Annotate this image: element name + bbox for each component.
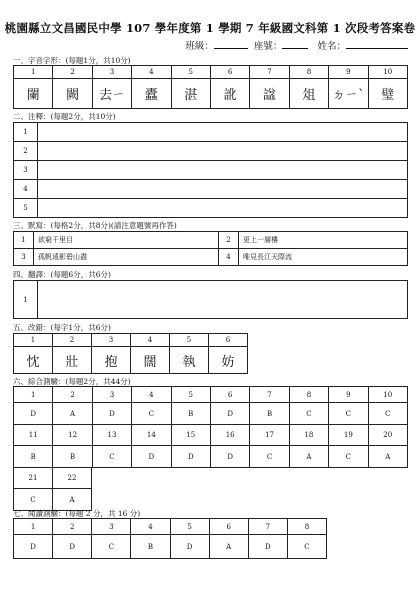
sec7-number: 2 [53, 519, 92, 535]
sec5-number: 2 [53, 334, 92, 347]
sec6-number: 17 [250, 425, 289, 446]
sec6-number: 5 [171, 387, 210, 403]
sec6-number: 9 [329, 387, 368, 403]
sec1-answer: 諡 [250, 79, 289, 109]
sec1-answer: 蠹 [132, 79, 171, 109]
name-field[interactable] [346, 39, 408, 49]
sec1-answer: 湛 [171, 79, 210, 109]
sec6-number: 13 [92, 425, 131, 446]
sec2-number: 5 [14, 199, 38, 218]
sec3-number: 4 [219, 249, 239, 266]
sec1-answer: 去ㄧ [92, 79, 131, 109]
section6-heading: 六、綜合測驗：(每題2分，共44分) [13, 377, 131, 386]
sec6-answer: A [53, 403, 92, 425]
class-field[interactable] [214, 39, 248, 49]
section4-heading: 四、翻譯：(每題6分，共6分) [13, 270, 111, 279]
sec6-number: 18 [289, 425, 328, 446]
sec1-number: 1 [14, 66, 53, 79]
sec3-answer: 唯見長江天際流 [239, 249, 408, 266]
sec5-number: 3 [92, 334, 131, 347]
seat-field[interactable] [282, 39, 308, 49]
sec6-answer: B [53, 446, 92, 468]
sec6-answer: C [329, 403, 368, 425]
sec1-number: 5 [171, 66, 210, 79]
sec3-number: 1 [14, 232, 34, 249]
sec6-answer: C [250, 446, 289, 468]
sec7-answer: D [53, 535, 92, 559]
sec7-answer: C [92, 535, 131, 559]
section7-table [13, 518, 327, 559]
sec2-answer-cell[interactable] [38, 199, 408, 218]
sec6-answer: B [250, 403, 289, 425]
sec6-number: 20 [368, 425, 407, 446]
sec7-number: 1 [14, 519, 53, 535]
sec6-number: 15 [171, 425, 210, 446]
sec5-number: 1 [14, 334, 53, 347]
section5-table [13, 333, 248, 374]
sec3-number: 2 [219, 232, 239, 249]
sec7-answer: D [248, 535, 287, 559]
sec1-number: 3 [92, 66, 131, 79]
section6-table [13, 386, 408, 468]
sec6-number: 10 [368, 387, 407, 403]
section3-heading: 三、默寫：(每格2分，共8分)(請注意題號再作答) [13, 221, 177, 230]
sec6-number: 8 [289, 387, 328, 403]
sec6-number: 12 [53, 425, 92, 446]
section5-heading: 五、改錯：(每字1分，共6分) [13, 323, 111, 332]
sec6-answer: C [14, 489, 53, 511]
sec5-answer: 妨 [209, 347, 248, 374]
sec6-answer: C [92, 446, 131, 468]
sec7-answer: C [287, 535, 326, 559]
sec7-answer: B [131, 535, 170, 559]
sec7-number: 6 [209, 519, 248, 535]
seat-label: 座號： [253, 41, 283, 52]
sec7-number: 7 [248, 519, 287, 535]
sec3-answer: 更上一層樓 [239, 232, 408, 249]
section7-heading: 七、閱讀測驗：(每題 2 分，共 16 分) [13, 509, 141, 518]
sec6-number: 7 [250, 387, 289, 403]
sec6-number: 19 [329, 425, 368, 446]
sec5-number: 5 [170, 334, 209, 347]
sec1-answer: 闕 [53, 79, 92, 109]
sec5-answer: 執 [170, 347, 209, 374]
sec5-answer: 壯 [53, 347, 92, 374]
sec7-number: 3 [92, 519, 131, 535]
sec3-number: 3 [14, 249, 34, 266]
sec6-number: 22 [53, 468, 92, 489]
sec6-answer: D [92, 403, 131, 425]
sec7-number: 8 [287, 519, 326, 535]
sec2-answer-cell[interactable] [38, 161, 408, 180]
sec6-answer: B [14, 446, 53, 468]
section2-table [13, 122, 408, 218]
sec1-number: 10 [368, 66, 407, 79]
sec2-answer-cell[interactable] [38, 123, 408, 142]
sec1-number: 9 [329, 66, 368, 79]
sec6-number: 16 [210, 425, 249, 446]
sec1-answer: 闌 [14, 79, 53, 109]
sec7-number: 4 [131, 519, 170, 535]
sec6-answer: D [14, 403, 53, 425]
sec4-number: 1 [14, 281, 38, 319]
sec2-answer-cell[interactable] [38, 180, 408, 199]
name-label: 姓名： [317, 41, 346, 52]
sec6-number: 6 [210, 387, 249, 403]
sec6-answer: A [289, 446, 328, 468]
sec6-number: 3 [92, 387, 131, 403]
sec1-number: 4 [132, 66, 171, 79]
sec5-answer: 闊 [131, 347, 170, 374]
sec6-answer: D [171, 446, 210, 468]
sec6-number: 21 [14, 468, 53, 489]
sec3-answer: 孤帆遠影碧山盡 [34, 249, 219, 266]
section6-table-tail [13, 467, 92, 511]
page-title: 桃園縣立文昌國民中學 107 學年度第 1 學期 7 年級國文科第 1 次段考答案卷 [4, 21, 416, 35]
section4-table [13, 280, 408, 319]
class-label: 班級： [185, 41, 214, 52]
sec2-number: 1 [14, 123, 38, 142]
sec6-answer: A [368, 446, 407, 468]
sec7-number: 5 [170, 519, 209, 535]
section2-heading: 二、注釋：(每題2分，共10分) [13, 112, 116, 121]
sec5-number: 6 [209, 334, 248, 347]
sec2-number: 4 [14, 180, 38, 199]
sec5-answer: 抱 [92, 347, 131, 374]
sec1-number: 8 [289, 66, 328, 79]
sec6-answer: C [132, 403, 171, 425]
sec6-number: 4 [132, 387, 171, 403]
sec1-number: 7 [250, 66, 289, 79]
sec5-number: 4 [131, 334, 170, 347]
sec1-number: 6 [210, 66, 249, 79]
sec6-answer: A [53, 489, 92, 511]
sec6-answer: D [132, 446, 171, 468]
section1-table [13, 65, 408, 109]
sec5-answer: 忱 [14, 347, 53, 374]
sec6-answer: D [210, 446, 249, 468]
section1-heading: 一、字音字形：(每題1分，共10分) [13, 56, 131, 65]
sec1-answer: 訛 [210, 79, 249, 109]
sec6-number: 14 [132, 425, 171, 446]
sec2-number: 2 [14, 142, 38, 161]
sec7-answer: D [170, 535, 209, 559]
sec6-number: 11 [14, 425, 53, 446]
sec6-answer: C [368, 403, 407, 425]
sec6-number: 2 [53, 387, 92, 403]
sec1-number: 2 [53, 66, 92, 79]
sec6-answer: B [171, 403, 210, 425]
sec1-answer: 俎 [289, 79, 328, 109]
sec6-answer: C [289, 403, 328, 425]
sec6-answer: D [210, 403, 249, 425]
sec1-answer: ㄉㄧˋ [329, 79, 368, 109]
sec1-answer: 璧 [368, 79, 407, 109]
student-info [185, 38, 408, 52]
sec4-answer-cell[interactable] [38, 281, 408, 319]
sec6-answer: C [329, 446, 368, 468]
sec7-answer: A [209, 535, 248, 559]
sec6-number: 1 [14, 387, 53, 403]
sec2-answer-cell[interactable] [38, 142, 408, 161]
sec7-answer: D [14, 535, 53, 559]
sec2-number: 3 [14, 161, 38, 180]
section3-table [13, 231, 408, 266]
sec3-answer: 欲窮千里目 [34, 232, 219, 249]
